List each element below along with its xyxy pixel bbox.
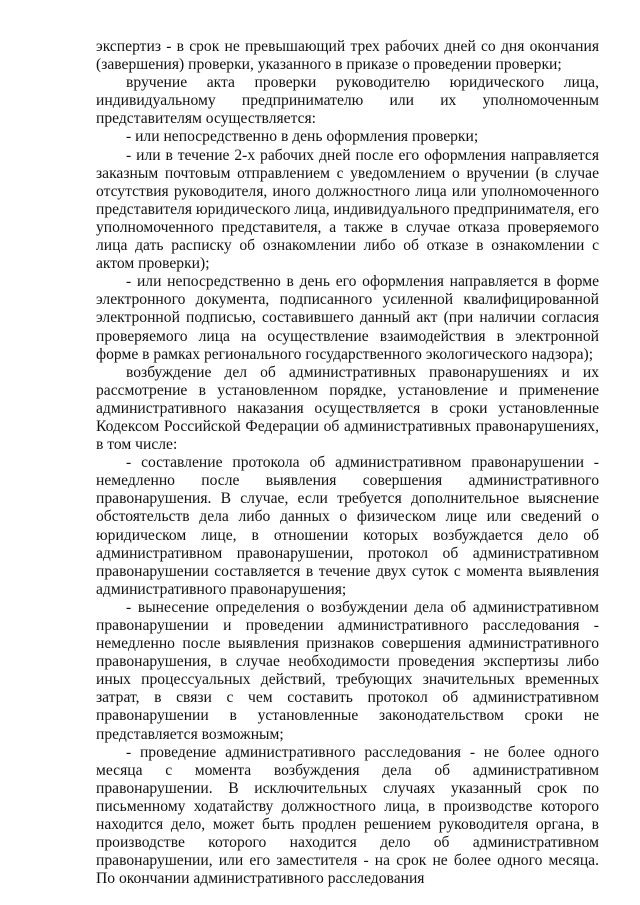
paragraph-3: - или непосредственно в день оформления проверки; xyxy=(126,128,479,146)
paragraph-1: экспертиз - в срок не превышающий трех рабочих дней со дня окончания (завершения) проверки, указанного в приказе о проведении проверки; xyxy=(96,38,599,74)
paragraph-4: - или в течение 2-х рабочих дней после его оформления направляется заказным почтовым отправлением с уведомлением о вручении (в случае отсутствия руководителя, иного должностного лица или уполномоченного представителя юридического лица, индивидуального предпринимателя, его уполномоченного представителя, а также в случае отказа проверяемого лица дать расписку об ознакомлении либо об отказе в ознакомлении с актом проверки); xyxy=(96,146,600,273)
paragraph-7: - составление протокола об административном правонарушении - немедленно после выявления совершения административного правонарушения. В случае, если требуется дополнительное выяснение обстоятельств дела либо данных о физическом лице или сведений о юридическом лице, в отношении которых возбуждается дело об административном правонарушении, протокол об административном правонарушении составляется в течение двух суток с момента выявления административного правонарушения; xyxy=(96,454,599,598)
paragraph-8: - вынесение определения о возбуждении дела об административном правонарушении и проведении административного расследования - немедленно после выявления признаков совершения административного правонарушения, в случае необходимости проведения экспертизы либо иных процессуальных действий, требующих значительных временных затрат, в связи с чем составить протокол об административном правонарушении в установленные законодательством сроки не представляется возможным; xyxy=(96,598,599,743)
paragraph-5: - или непосредственно в день его оформления направляется в форме электронного документа, подписанного усиленной квалифицированной электронной подписью, составившего данный акт (при наличии согласия проверяемого лица на осуществление взаимодействия в электронной форме в рамках регионального государственного экологического надзора); xyxy=(96,273,599,363)
paragraph-6: возбуждение дел об административных правонарушениях и их рассмотрение в установленном порядке, установление и применение административного наказания осуществляется в сроки установленные Кодексом Российской Федерации об административных правонарушениях, в том числе: xyxy=(96,363,599,454)
document-page xyxy=(96,38,599,888)
paragraph-9: - проведение административного расследования - не более одного месяца с момента возбуждения дела об административном правонарушении. В исключительных случаях указанный срок по письменному ходатайству должностного лица, в производстве которого находится дело, может быть продлен решением руководителя органа, в производстве которого находится дело об административном правонарушении, или его заместителя - на срок не более одного месяца. По окончании административного расследования xyxy=(96,743,599,888)
paragraph-2: вручение акта проверки руководителю юридического лица, индивидуальному предпринимателю или их уполномоченным представителям осуществляется: xyxy=(96,74,599,128)
